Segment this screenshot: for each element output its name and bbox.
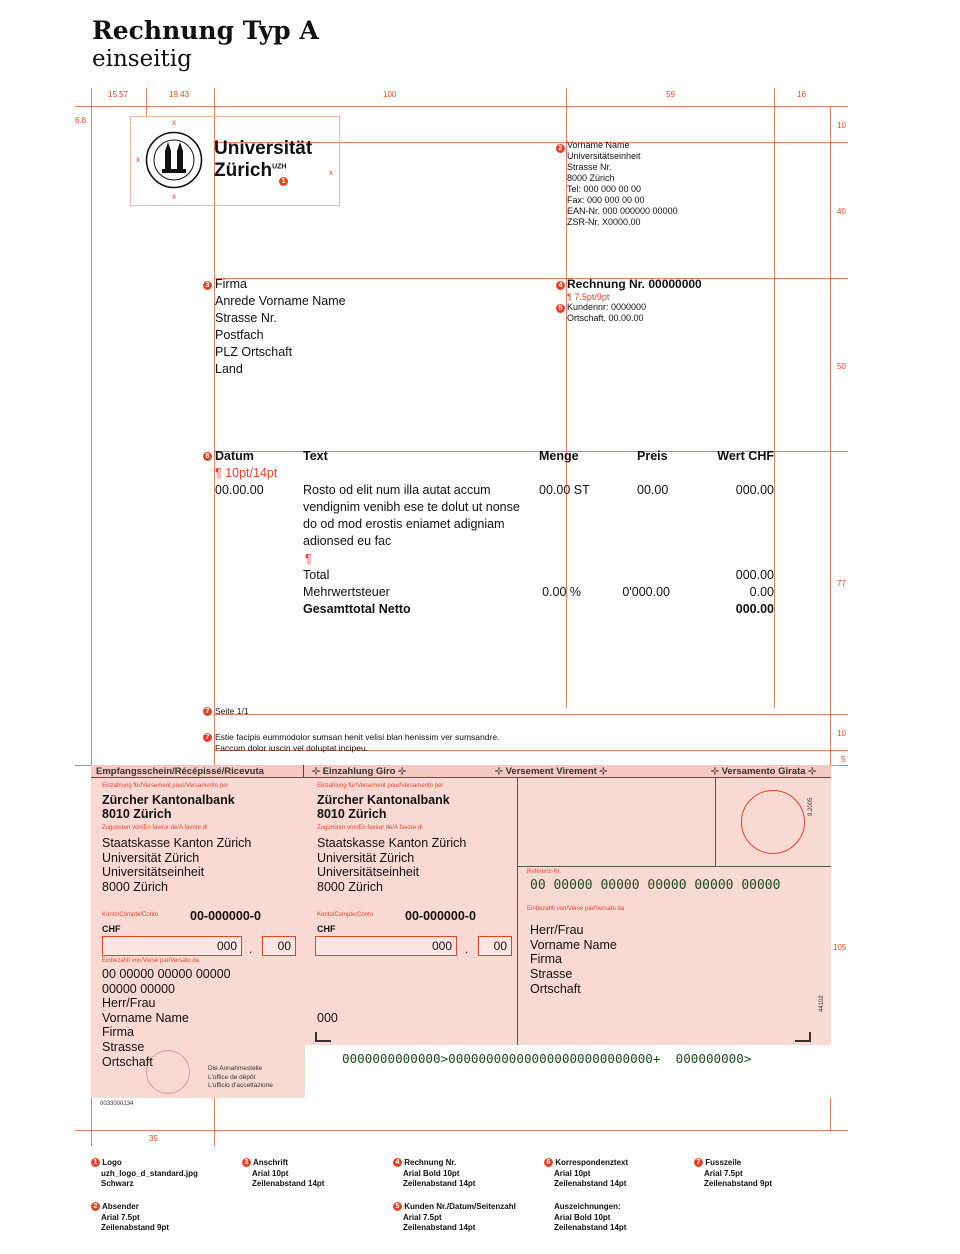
recipient-line: Firma — [215, 277, 247, 291]
logo-x-right: x — [329, 168, 333, 177]
logo-x-top: x — [172, 118, 176, 127]
slip-receipt-payer — [102, 996, 189, 1070]
spacing-note: ¶ 10pt/14pt — [215, 466, 278, 480]
slip-favour-line: Universität Zürich — [317, 850, 415, 865]
col-header-price: Preis — [637, 449, 668, 463]
bullet-7a: 7 — [203, 707, 212, 716]
slip-payment-favour-label: Zugunsten von/En faveur de/A favore di — [317, 825, 423, 831]
legend-line: Arial 7.5pt — [403, 1212, 442, 1222]
bullet-4: 4 — [556, 281, 565, 290]
slip-side-code-2: 44102 — [819, 995, 825, 1012]
slip-side-code-1: 9.2005 — [808, 797, 814, 816]
slip-receipt-favour-label: Zugunsten von/En faveur de/A favore di — [102, 825, 208, 831]
slip-girata-title: ⊹ Versamento Girata ⊹ — [711, 766, 817, 777]
row-text-line: adionsed eu fac — [303, 534, 392, 548]
recipient-line: Land — [215, 362, 243, 376]
recipient-line: PLZ Ortschaft — [215, 345, 293, 359]
sender-line: Vorname Name — [567, 140, 630, 150]
bullet-6: 6 — [203, 452, 212, 461]
guide-v5 — [774, 88, 775, 708]
bullet-1: 1 — [279, 177, 288, 186]
legend-line: Arial 7.5pt — [704, 1168, 743, 1178]
bullet-5: 5 — [556, 304, 565, 313]
row-text-line: vendignim venibh ese te dolut ut nonse — [303, 500, 520, 514]
page-title: Rechnung Typ A — [92, 16, 319, 45]
vat-rate: 0.00 % — [542, 585, 581, 599]
legend-item-6 — [544, 1158, 628, 1190]
legend-item-markup — [554, 1202, 626, 1234]
slip-stamp-circle — [741, 790, 805, 854]
slip-virement-title-text: Versement Virement — [505, 766, 597, 777]
slip-box-mid — [715, 778, 716, 866]
slip-payment-account-label: Konto/Compte/Conto — [317, 912, 374, 918]
slip-payment-bank-city: 8010 Zürich — [317, 807, 387, 821]
legend-item-4 — [393, 1158, 475, 1190]
col-header-value: Wert CHF — [717, 449, 774, 463]
slip-payer-line: Herr/Frau — [530, 923, 584, 937]
slip-payer-line: Firma — [530, 952, 562, 967]
slip-favour-line: 8000 Zürich — [102, 880, 169, 895]
col-header-text: Text — [303, 449, 328, 463]
recipient-line: Postfach — [215, 328, 264, 342]
slip-payment-title-text: Einzahlung Giro — [322, 766, 396, 777]
measure-top-5: 16 — [797, 90, 806, 99]
guide-v2 — [146, 88, 147, 116]
slip-payment-account: 00-000000-0 — [405, 909, 476, 923]
legend-bullet: 3 — [242, 1158, 251, 1167]
slip-payment-favour — [317, 836, 466, 895]
measure-right-3: 50 — [837, 362, 846, 371]
measure-bottom: 35 — [149, 1134, 158, 1143]
sender-block — [567, 140, 678, 228]
logo-text-universitaet: Universität — [214, 138, 313, 159]
bullet-7b: 7 — [203, 733, 212, 742]
slip-payer-line: Ortschaft — [530, 981, 581, 996]
slip-favour-line: Staatskasse Kanton Zürich — [317, 836, 467, 850]
measure-right-5: 10 — [837, 729, 846, 738]
legend-line: Arial 7.5pt — [101, 1212, 140, 1222]
row-text-line: Rosto od elit num illa autat accum — [303, 483, 491, 497]
slip-payment-amount[interactable]: 000 — [315, 936, 457, 956]
measure-top-2: 19.43 — [169, 90, 190, 99]
measure-left: 6.8 — [75, 116, 87, 125]
sender-line: EAN-Nr. 000 000000 00000 — [567, 206, 678, 216]
bullet-3: 3 — [203, 281, 212, 290]
slip-receipt-paidby-label: Einbezahlt von/Versé par/Versato da — [102, 958, 200, 964]
logo-text-zuerich — [214, 160, 286, 182]
slip-payment-bank: Zürcher Kantonalbank — [317, 793, 450, 807]
recipient-block — [215, 276, 346, 378]
slip-payer-line: Strasse — [530, 967, 573, 982]
logo-seal — [145, 131, 203, 194]
slip-receipt-bank: Zürcher Kantonalbank — [102, 793, 235, 807]
legend-line: uzh_logo_d_standard.jpg — [101, 1168, 198, 1178]
legend-title: Fusszeile — [705, 1158, 742, 1167]
slip-favour-line: Universitätseinheit — [102, 865, 205, 880]
invoice-note: ¶ 7.5pt/9pt — [567, 292, 610, 302]
legend-bullet: 4 — [393, 1158, 402, 1167]
grand-total-value: 000.00 — [735, 602, 774, 616]
footer-page: Seite 1/1 — [215, 706, 249, 716]
logo-zuerich-word: Zürich — [214, 160, 273, 181]
slip-acceptance-line: L'ufficio d'accettazione — [208, 1082, 273, 1089]
col-header-date: Datum — [215, 449, 254, 463]
slip-receipt-bank-city: 8010 Zürich — [102, 807, 172, 821]
bullet-2: 2 — [556, 144, 565, 153]
slip-ref-label: Referenz-Nr. — [527, 869, 562, 875]
slip-acceptance — [208, 1065, 273, 1091]
legend-title: Auszeichnungen: — [554, 1202, 621, 1211]
measure-right-6: 5 — [841, 755, 846, 764]
legend-line: Zeilenabstand 14pt — [554, 1223, 627, 1232]
legend-line: Arial Bold 10pt — [554, 1212, 611, 1222]
slip-receipt-ref-line: 00000 00000 — [102, 981, 175, 996]
sender-line: Tel: 000 000 00 00 — [567, 184, 642, 194]
measure-top-1: 15.57 — [108, 90, 129, 99]
slip-paidby-label: Einbezahlt von/Versé par/Versato da — [527, 906, 625, 912]
legend-bullet: 5 — [393, 1202, 402, 1211]
slip-payment-title: ⊹ Einzahlung Giro ⊹ — [312, 766, 407, 777]
slip-acceptance-line: L'office de dépôt — [208, 1073, 256, 1081]
legend-title: Logo — [102, 1158, 122, 1167]
vat-label: Mehrwertsteuer — [303, 585, 390, 599]
slip-payer — [530, 923, 617, 997]
slip-favour-line: Universitätseinheit — [317, 865, 420, 880]
logo-uzh: UZH — [272, 163, 287, 171]
slip-payer-line: Ortschaft — [102, 1054, 153, 1069]
slip-receipt-title: Empfangsschein/Récépissé/Ricevuta — [96, 766, 264, 777]
legend-line: Zeilenabstand 14pt — [554, 1179, 627, 1188]
legend-item-5 — [393, 1202, 516, 1234]
legend-bullet: 7 — [694, 1158, 703, 1167]
slip-favour-line: 8000 Zürich — [317, 880, 384, 895]
slip-form-no: 0033000134 — [100, 1101, 134, 1107]
slip-payer-line: Firma — [102, 1025, 134, 1040]
payment-slip — [91, 765, 831, 1045]
legend-line: Arial 10pt — [554, 1168, 591, 1178]
legend-line: Zeilenabstand 14pt — [403, 1223, 476, 1232]
slip-payer-line: Vorname Name — [102, 1010, 189, 1025]
slip-receipt-dot: . — [249, 942, 253, 956]
logo-x-left: x — [136, 155, 140, 164]
logo-x-bottom: x — [172, 192, 176, 201]
recipient-line: Strasse Nr. — [215, 311, 277, 325]
col-header-qty: Menge — [539, 449, 579, 463]
slip-ref-number: 00 00000 00000 00000 00000 00000 — [530, 878, 781, 893]
legend-line: Zeilenabstand 9pt — [704, 1179, 773, 1188]
guide-h-top — [75, 106, 848, 107]
row-price: 00.00 — [637, 483, 669, 497]
slip-receipt-ref-line: 00 00000 00000 00000 — [102, 967, 231, 981]
legend-bullet: 2 — [91, 1202, 100, 1211]
legend-line: Arial 10pt — [252, 1168, 289, 1178]
legend-title: Absender — [101, 1202, 139, 1211]
slip-receipt-cents[interactable]: 00 — [262, 936, 296, 956]
legend-line: Schwarz — [101, 1179, 134, 1188]
slip-box-h — [517, 866, 831, 867]
sender-line: Universitätseinheit — [567, 151, 641, 161]
slip-payment-code: 000 — [317, 1011, 338, 1025]
slip-payer-line: Strasse — [102, 1040, 145, 1055]
slip-favour-line: Staatskasse Kanton Zürich — [102, 836, 252, 850]
legend-line: Zeilenabstand 14pt — [252, 1179, 325, 1188]
slip-ocr-line: 0000000000000>000000000000000000000000000+ 000000000> — [342, 1051, 752, 1066]
invoice-place-date: Ortschaft, 00.00.00 — [567, 313, 644, 323]
guide-h-bottom — [75, 1130, 848, 1131]
slip-payment-dot: . — [465, 942, 469, 956]
slip-girata-title-text: Versamento Girata — [721, 766, 806, 777]
legend-line: Zeilenabstand 9pt — [101, 1223, 170, 1232]
footer-line: Faccum dolor iuscin vel doluptat incipeu. — [215, 743, 369, 753]
slip-virement-title: ⊹ Versement Virement ⊹ — [495, 766, 608, 777]
vat-value: 0.00 — [749, 585, 774, 599]
legend-bullet: 1 — [91, 1158, 100, 1167]
footer-text — [215, 732, 499, 754]
slip-receipt-favour — [102, 836, 251, 895]
invoice-customer: Kundennr: 0000000 — [567, 302, 647, 312]
sender-line: Strasse Nr. — [567, 162, 612, 172]
slip-divider-1 — [303, 765, 304, 777]
slip-payer-line: Herr/Frau — [102, 996, 156, 1010]
guide-h-footer1 — [214, 714, 848, 715]
row-value: 000.00 — [735, 483, 774, 497]
row-qty: 00.00 ST — [539, 483, 590, 497]
legend-item-1 — [91, 1158, 198, 1190]
legend-line: Arial Bold 10pt — [403, 1168, 460, 1178]
slip-corner-right — [795, 1032, 811, 1042]
legend-item-2 — [91, 1202, 169, 1234]
slip-acceptance-line: Die Annahmestelle — [208, 1065, 263, 1072]
slip-payment-payable-label: Einzahlung für/Versement pour/Versamento per — [317, 783, 444, 789]
row-date: 00.00.00 — [215, 483, 264, 497]
slip-payer-line: Vorname Name — [530, 937, 617, 952]
page-subtitle: einseitig — [92, 46, 192, 72]
measure-right-1: 10 — [837, 121, 846, 130]
grand-total-label: Gesamttotal Netto — [303, 602, 411, 616]
legend-line: Zeilenabstand 14pt — [403, 1179, 476, 1188]
row-text-line: do od mod erostis eniamet adigniam — [303, 517, 505, 531]
slip-box-right — [517, 778, 518, 1045]
footer-line: Estie facipis eummodolor sumsan henit velisi blan henissim ver sumsandre. — [215, 732, 500, 742]
total-value: 000.00 — [735, 568, 774, 582]
legend-title: Kunden Nr./Datum/Seitenzahl — [404, 1202, 516, 1211]
slip-receipt-payable-label: Einzahlung für/Versement pour/Versamento per — [102, 783, 229, 789]
slip-receipt-amount[interactable]: 000 — [102, 936, 242, 956]
legend-item-7 — [694, 1158, 772, 1190]
invoice-title: Rechnung Nr. 00000000 — [567, 277, 702, 291]
slip-receipt-account-label: Konto/Compte/Conto — [102, 912, 159, 918]
slip-corner-left — [315, 1032, 331, 1042]
slip-receipt-account: 00-000000-0 — [190, 909, 261, 923]
sender-line: ZSR-Nr. X0000.00 — [567, 217, 641, 227]
measure-right-7: 105 — [833, 943, 847, 952]
legend-bullet: 6 — [544, 1158, 553, 1167]
legend-item-3 — [242, 1158, 324, 1190]
pilcrow: ¶ — [305, 552, 312, 566]
sender-line: Fax: 000 000 00 00 — [567, 195, 645, 205]
legend-title: Anschrift — [252, 1158, 289, 1167]
sender-line: 8000 Zürich — [567, 173, 615, 183]
total-label: Total — [303, 568, 330, 582]
measure-top-4: 59 — [666, 90, 675, 99]
measure-top-3: 100 — [383, 90, 397, 99]
slip-payment-currency: CHF — [317, 924, 336, 934]
legend-title: Rechnung Nr. — [404, 1158, 457, 1167]
row-text — [303, 482, 520, 550]
measure-right-4: 77 — [837, 579, 846, 588]
legend-title: Korrespondenztext — [555, 1158, 629, 1167]
recipient-line: Anrede Vorname Name — [215, 294, 346, 308]
vat-base: 0'000.00 — [622, 585, 670, 599]
slip-receipt-currency: CHF — [102, 924, 121, 934]
slip-receipt-ref — [102, 967, 231, 996]
slip-payment-cents[interactable]: 00 — [478, 936, 512, 956]
measure-right-2: 40 — [837, 207, 846, 216]
slip-favour-line: Universität Zürich — [102, 850, 200, 865]
